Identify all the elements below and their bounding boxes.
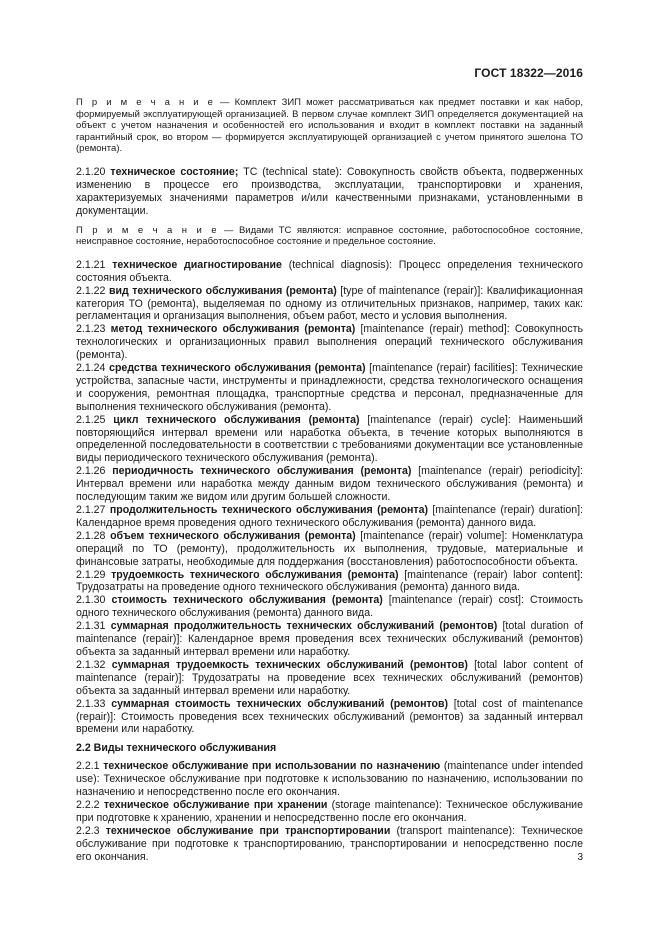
term-number: 2.1.28 (76, 529, 106, 542)
term-name: техническое обслуживание при хранении (103, 799, 328, 812)
term-definition: [total cost of maintenance (repair)]: Стоимость проведения всех технических обслуживаний (ремонтов) за заданный интервал времени или наработку. (76, 697, 583, 736)
term-number: 2.2.1 (76, 760, 100, 773)
section-title: 2.2 Виды технического обслуживания (76, 742, 277, 755)
term-2-1-29 (76, 569, 583, 595)
term-number: 2.1.29 (76, 568, 106, 581)
term-name: метод технического обслуживания (ремонта) (110, 323, 356, 336)
term-definition: (maintenance under intended use): Техническое обслуживание при подготовке к использованию по назначению, использовании по назначению и непосредственно после его окончания. (76, 760, 583, 799)
term-definition: (technical diagnosis): Процесс определения технического состояния объекта. (76, 258, 583, 284)
term-2-1-26 (76, 465, 583, 504)
term-number: 2.1.20 (76, 165, 106, 178)
note-text: — Комплект ЗИП может рассматриваться как предмет поставки и как набор, формируемый эксплуатирующей организацией. В первом случае комплект ЗИП определяется документацией на объект с учетом назначения и особенностей его использования и входит в комплект поставки на заданный гарантийный срок, во втором — формируется эксплуатирующей организацией с учетом принятого эшелона ТО (ремонта). (76, 97, 583, 155)
term-2-1-33 (76, 698, 583, 737)
term-definition: (storage maintenance): Техническое обслуживание при подготовке к хранению, хранении и непосредственно после его окончания. (76, 799, 583, 824)
term-number: 2.1.25 (76, 413, 106, 426)
term-definition: [maintenance (repair) duration]: Календарное время проведения одного технического обслуживания (ремонта) данного вида. (76, 504, 583, 529)
term-name: продолжительность технического обслуживания (ремонта) (109, 504, 429, 516)
standard-header: ГОСТ 18322—2016 (474, 66, 583, 80)
term-definition: [maintenance (repair) volume]: Номенклатура операций по ТО (ремонту), продолжительность их выполнения, трудовые, материальные и финансовые затраты, необходимые для поддержания (восстановления) работоспособности объекта. (76, 529, 583, 568)
term-2-1-30 (76, 594, 583, 620)
term-name: вид технического обслуживания (ремонта) (108, 284, 337, 297)
term-number: 2.2.3 (76, 824, 100, 837)
note-label: П р и м е ч а н и е (76, 97, 215, 108)
term-number: 2.1.22 (76, 284, 106, 297)
term-definition: ТС (technical state): Совокупность свойств объекта, подверженных изменению в процессе его производства, эксплуатации, транспортировки и хранения, характеризуемых значениями параметров и/или качественными признаками, установленными в документации. (76, 165, 584, 217)
term-name: цикл технического обслуживания (ремонта) (113, 413, 360, 426)
term-definition: [type of maintenance (repair)]: Квалификационная категория ТО (ремонта), выделяемая по одному из отличительных признаков, например, таких как: регламентация и организация выполнения, объем работ, место и условия выполнения. (76, 284, 583, 323)
term-number: 2.1.26 (76, 465, 106, 478)
page-number: 3 (577, 852, 583, 863)
term-2-2-3 (76, 825, 583, 864)
term-number: 2.2.2 (76, 799, 100, 812)
term-number: 2.1.23 (76, 323, 106, 336)
term-name: средства технического обслуживания (ремонта) (109, 362, 366, 375)
term-2-1-31 (76, 620, 583, 659)
term-2-1-24 (76, 362, 583, 414)
term-definition: [maintenance (repair) facilities]: Технические устройства, запасные части, инструменты и принадлежности, средства технологического оснащения и сооружения, ремонтная площадка, транспортные средства и персонал, предназначенные для выполнения технического обслуживания (ремонта). (76, 362, 583, 413)
term-name: объем технического обслуживания (ремонта) (110, 529, 356, 542)
term-name: техническое обслуживание при использовании по назначению (103, 760, 441, 773)
term-number: 2.1.24 (76, 362, 106, 375)
term-number: 2.1.33 (76, 697, 106, 710)
term-name: техническое состояние; (110, 165, 239, 178)
term-2-1-21 (76, 259, 583, 285)
term-2-1-27 (76, 504, 583, 530)
term-definition: [total labor content of maintenance (repair)]: Трудозатраты на проведение всех технических обслуживаний (ремонтов) объекта за заданный интервал времени или наработку. (76, 658, 583, 697)
note-label: П р и м е ч а н и е (76, 224, 219, 236)
term-name: техническое диагностирование (112, 258, 282, 271)
term-definition: [maintenance (repair) method]: Совокупность технологических и организационных правил выполнения операций технического обслуживания (ремонта). (76, 323, 583, 362)
page-content (76, 97, 583, 864)
term-number: 2.1.21 (76, 258, 106, 271)
term-definition: [maintenance (repair) periodicity]: Интервал времени или наработка между данным видом технического обслуживания (ремонта) и последующим таким же видом или другим большей сложности. (76, 465, 584, 504)
term-definition: (transport maintenance): Техническое обслуживание при подготовке к транспортированию, транспортировании и непосредственно после его окончания. (76, 824, 583, 863)
term-definition: [maintenance (repair) labor content]: Трудозатраты на проведение одного технического обслуживания (ремонта) данного вида. (76, 568, 583, 594)
term-name: суммарная продолжительность технических обслуживаний (ремонтов) (110, 620, 498, 633)
term-name: техническое обслуживание при транспортировании (105, 824, 391, 837)
term-2-1-20 (76, 166, 583, 218)
term-2-2-2 (76, 799, 583, 825)
term-name: стоимость технического обслуживания (ремонта) (111, 594, 383, 607)
term-number: 2.1.31 (76, 620, 106, 633)
term-2-2-1 (76, 760, 583, 799)
term-2-1-32 (76, 659, 583, 698)
term-2-1-23 (76, 323, 583, 362)
term-name: суммарная трудоемкость технических обслуживаний (ремонтов) (111, 658, 468, 671)
term-2-1-28 (76, 530, 583, 569)
term-2-1-25 (76, 414, 583, 466)
term-number: 2.1.32 (76, 658, 106, 671)
term-name: суммарная стоимость технических обслуживаний (ремонтов) (111, 697, 449, 710)
term-number: 2.1.30 (76, 594, 106, 607)
note-ts (76, 225, 583, 248)
term-number: 2.1.27 (76, 504, 106, 516)
term-name: периодичность технического обслуживания (ремонта) (112, 465, 412, 478)
note-text: — Видами ТС являются: исправное состояние, работоспособное состояние, неисправное состояние, неработоспособное состояние и предельное состояние. (76, 224, 583, 248)
term-definition: [maintenance (repair) cost]: Стоимость одного технического обслуживания (ремонта) данного вида. (76, 594, 583, 620)
term-definition: [maintenance (repair) cycle]: Наименьший повторяющийся интервал времени или наработка объекта, в течение которых выполняются в определенной последовательности в соответствии с требованиями документации все установленные виды периодического технического обслуживания (ремонта). (76, 413, 583, 465)
term-2-1-22 (76, 285, 583, 324)
note-zip (76, 97, 583, 155)
term-name: трудоемкость технического обслуживания (ремонта) (111, 568, 399, 581)
term-definition: [total duration of maintenance (repair)]: Календарное время проведения всех технических обслуживаний (ремонтов) объекта за заданный интервал времени или наработку. (76, 620, 583, 658)
